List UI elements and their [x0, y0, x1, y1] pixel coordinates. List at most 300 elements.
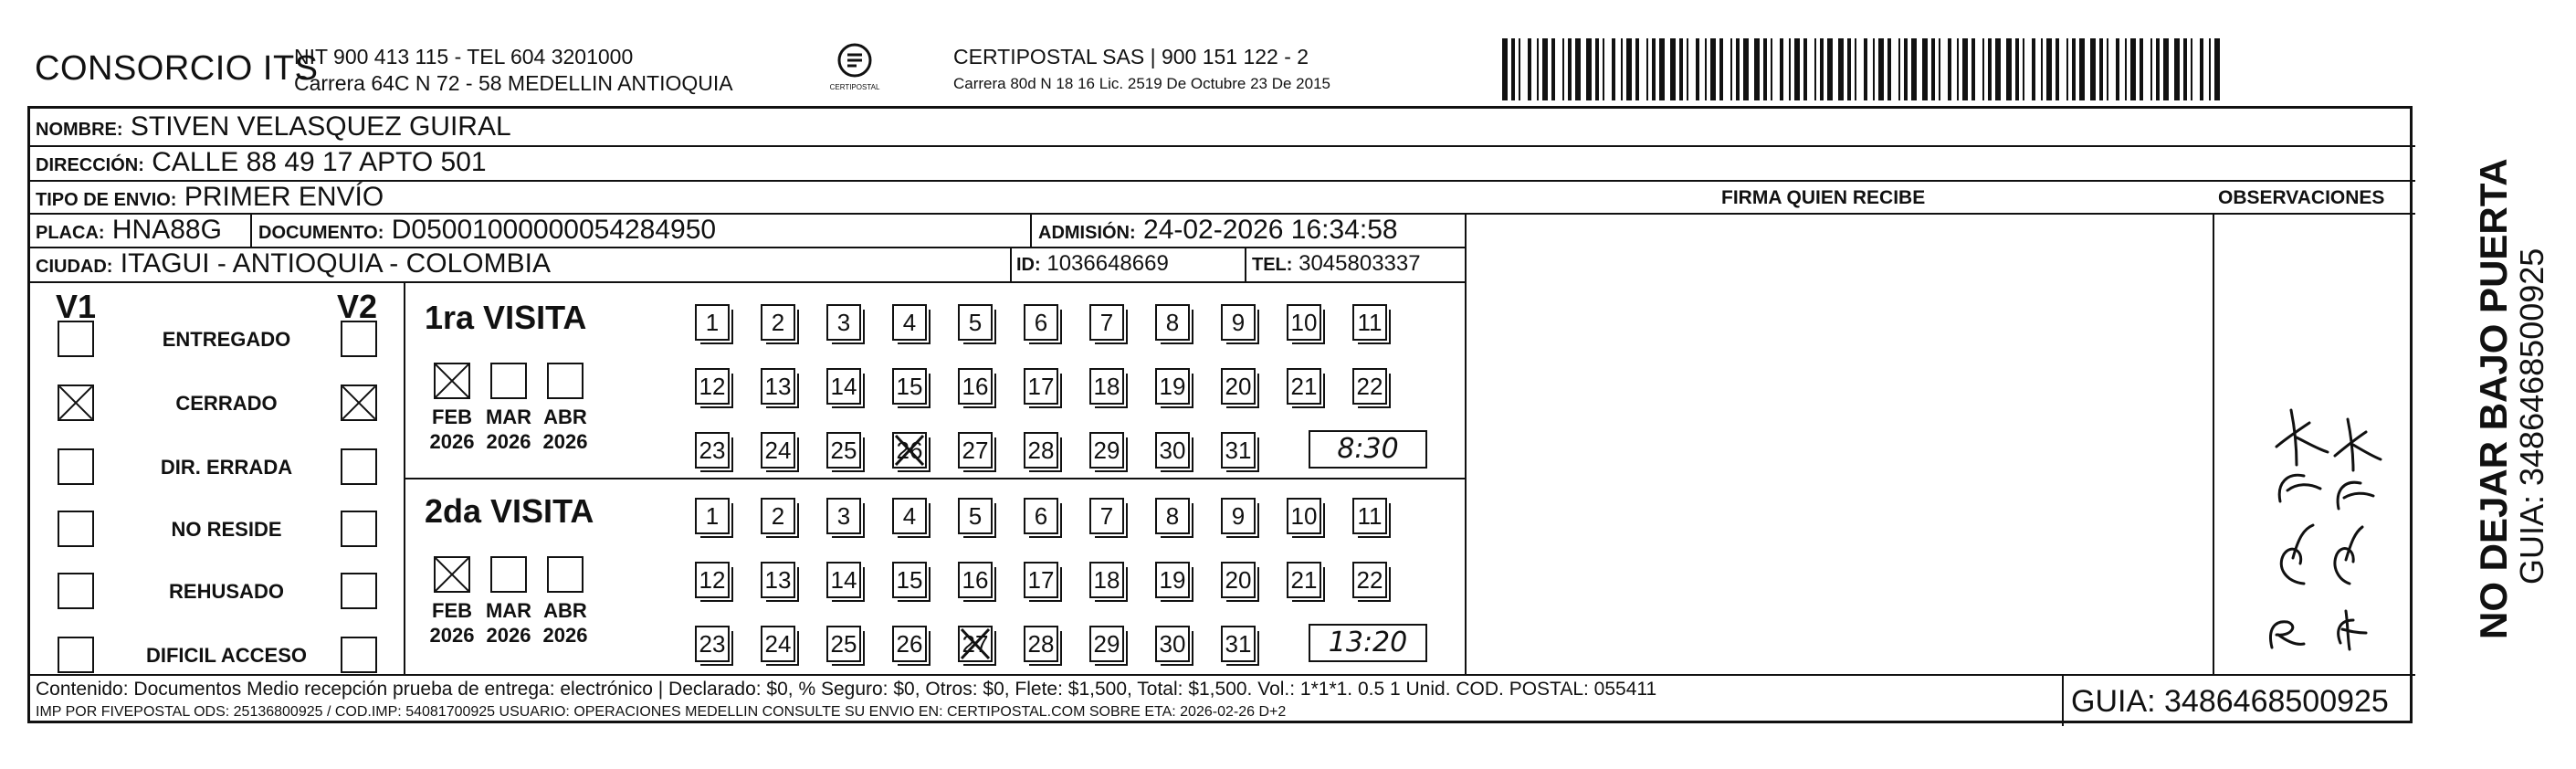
barcode-bar	[1820, 38, 1824, 100]
visit1-month-label	[481, 405, 536, 454]
month-name: FEB	[432, 599, 472, 622]
day-number: 4	[902, 309, 917, 336]
barcode-bar	[2090, 38, 2096, 100]
v1-header: V1	[56, 288, 97, 325]
certipostal-logo-icon	[827, 40, 882, 93]
no-dejar-bajo-puerta: NO DEJAR BAJO PUERTA	[2472, 158, 2515, 639]
barcode-bar	[1911, 38, 1917, 100]
barcode-bar	[2156, 38, 2160, 100]
company-info	[294, 44, 733, 97]
barcode-bar	[2130, 38, 2136, 100]
visit1-day-12[interactable]	[695, 368, 730, 405]
barcode-bar	[2056, 38, 2059, 100]
status-label: DIFICIL ACCESO	[145, 644, 307, 667]
v2-checkbox-2[interactable]	[341, 384, 377, 421]
day-number: 30	[1159, 630, 1186, 658]
barcode-bar	[1898, 38, 1900, 100]
barcode-bar	[1537, 38, 1539, 100]
barcode-bar	[1827, 38, 1833, 100]
col-divider	[2213, 213, 2214, 674]
visit1-day-30[interactable]	[1155, 432, 1190, 469]
day-number: 6	[1034, 309, 1048, 336]
row-divider	[30, 180, 2415, 182]
day-number: 23	[699, 437, 726, 464]
barcode-bar	[2125, 38, 2127, 100]
status-divider	[404, 281, 405, 674]
visit2-day-7[interactable]	[1089, 498, 1124, 534]
visit2-day-27[interactable]	[958, 626, 993, 662]
barcode-bar	[1670, 38, 1676, 100]
barcode-bar	[1803, 38, 1807, 100]
day-number: 22	[1356, 373, 1383, 400]
visit1-month-checkbox-mar[interactable]	[490, 363, 527, 399]
v2-checkbox-1[interactable]	[341, 321, 377, 357]
day-number: 31	[1225, 630, 1252, 658]
visit2-day-25[interactable]	[826, 626, 861, 662]
visit2-month-checkbox-feb[interactable]	[434, 556, 470, 593]
day-number: 16	[962, 566, 989, 594]
status-label: DIR. ERRADA	[160, 456, 293, 479]
barcode-bar	[1586, 38, 1592, 100]
visit1-day-18[interactable]	[1089, 368, 1124, 405]
barcode-bar	[1568, 38, 1572, 100]
firma-header: FIRMA QUIEN RECIBE	[1721, 187, 1926, 208]
barcode-bar	[2041, 38, 2043, 100]
footer-contenido: Contenido: Documentos Medio recepción prueba de entrega: electrónico | Declarado: $0, % Seguro: $0, Otros: $0, Flete: $1,500, Total: $1,500. Vol.: 1*1*1. 0.5 1 Unid. COD. POSTAL: 055411	[36, 679, 1657, 700]
barcode-bar	[1878, 38, 1884, 100]
placa-cell	[36, 215, 222, 246]
tipo-row	[36, 182, 384, 213]
visit2-day-8[interactable]	[1155, 498, 1190, 534]
tel-value: 3045803337	[1299, 251, 1421, 276]
documento-cell	[258, 215, 716, 246]
barcode-bar	[2150, 38, 2152, 100]
barcode-bar	[2191, 38, 2192, 100]
barcode-bar	[2006, 38, 2012, 100]
day-number: 21	[1290, 566, 1318, 594]
day-number: 27	[962, 630, 989, 658]
barcode-bar	[1887, 38, 1891, 100]
barcode-bar	[1621, 38, 1623, 100]
v1-checkbox-4[interactable]	[58, 511, 94, 547]
barcode-bar	[1743, 38, 1749, 100]
tipo-label: TIPO DE ENVIO:	[36, 190, 177, 210]
barcode-bar	[1931, 38, 1935, 100]
barcode-bar	[2209, 38, 2211, 100]
day-number: 30	[1159, 437, 1186, 464]
barcode-bar	[2163, 38, 2169, 100]
month-year: 2026	[429, 430, 475, 453]
month-year: 2026	[542, 430, 588, 453]
certipostal-info	[953, 44, 1330, 97]
admision-label: ADMISIÓN:	[1038, 223, 1136, 243]
visit1-day-4[interactable]	[892, 304, 927, 341]
barcode-bar	[1646, 38, 1648, 100]
visit2-month-label	[538, 598, 593, 648]
day-number: 26	[896, 630, 923, 658]
visit2-day-20[interactable]	[1221, 562, 1256, 598]
visit1-day-1[interactable]	[695, 304, 730, 341]
barcode-bar	[2140, 38, 2143, 100]
day-number: 11	[1357, 502, 1383, 530]
visit2-day-19[interactable]	[1155, 562, 1190, 598]
day-number: 3	[836, 502, 851, 530]
month-year: 2026	[486, 624, 531, 647]
visit-divider	[404, 478, 1465, 479]
day-number: 25	[830, 630, 857, 658]
barcode-bar	[1754, 38, 1760, 100]
barcode-bar	[2079, 38, 2085, 100]
month-name: MAR	[485, 599, 532, 622]
visit1-day-22[interactable]	[1352, 368, 1387, 405]
barcode-bar	[1957, 38, 1959, 100]
barcode-bar	[1736, 38, 1740, 100]
visit1-day-23[interactable]	[695, 432, 730, 469]
barcode-bar	[1679, 38, 1683, 100]
status-label: REHUSADO	[169, 580, 284, 603]
month-year: 2026	[429, 624, 475, 647]
day-number: 6	[1034, 502, 1048, 530]
v1-checkbox-2[interactable]	[58, 384, 94, 421]
month-year: 2026	[486, 430, 531, 453]
v1-checkbox-1[interactable]	[58, 321, 94, 357]
visit1-day-20[interactable]	[1221, 368, 1256, 405]
barcode-bar	[1659, 38, 1665, 100]
day-number: 25	[830, 437, 857, 464]
visit1-day-2[interactable]	[761, 304, 795, 341]
visit1-day-17[interactable]	[1024, 368, 1058, 405]
day-number: 17	[1027, 373, 1055, 400]
day-number: 26	[896, 437, 923, 464]
day-number: 20	[1225, 566, 1252, 594]
footer-guia: GUIA: 3486468500925	[2071, 684, 2389, 719]
day-number: 10	[1290, 502, 1318, 530]
visit1-day-10[interactable]	[1287, 304, 1321, 341]
day-number: 13	[764, 566, 792, 594]
visit1-day-26[interactable]	[892, 432, 927, 469]
barcode-bar	[1575, 38, 1581, 100]
barcode-bar	[1705, 38, 1707, 100]
placa-label: PLACA:	[36, 223, 105, 243]
barcode-bar	[1904, 38, 1908, 100]
cell-divider	[1010, 247, 1012, 281]
barcode-bar	[1502, 38, 1508, 100]
day-number: 13	[764, 373, 792, 400]
ciudad-label: CIUDAD:	[36, 257, 113, 277]
visit2-day-16[interactable]	[958, 562, 993, 598]
footer-guia-divider	[2062, 674, 2064, 726]
visit1-month-checkbox-feb[interactable]	[434, 363, 470, 399]
day-number: 19	[1159, 373, 1186, 400]
visit2-day-11[interactable]	[1352, 498, 1387, 534]
barcode-bar	[1710, 38, 1716, 100]
visit2-day-30[interactable]	[1155, 626, 1190, 662]
placa-value: HNA88G	[111, 215, 222, 245]
visit1-day-19[interactable]	[1155, 368, 1190, 405]
handwritten-signatures	[2240, 355, 2386, 657]
day-number: 11	[1357, 309, 1383, 336]
visit2-day-12[interactable]	[695, 562, 730, 598]
cell-divider	[1030, 213, 1032, 247]
barcode-bar	[1696, 38, 1699, 100]
visit1-time: 8:30	[1309, 430, 1427, 469]
direccion-row	[36, 147, 487, 178]
barcode-bar	[2174, 38, 2180, 100]
barcode-bar	[2099, 38, 2103, 100]
day-number: 2	[771, 502, 785, 530]
company-nit: NIT 900 413 115 - TEL 604 3201000	[294, 45, 634, 68]
side-guia: GUIA: 3486468500925	[2513, 248, 2550, 585]
visit2-day-22[interactable]	[1352, 562, 1387, 598]
month-name: ABR	[543, 406, 587, 428]
visit2-month-label	[425, 598, 479, 648]
barcode-bar	[2214, 38, 2220, 100]
day-number: 5	[968, 309, 983, 336]
barcode-bar	[2200, 38, 2203, 100]
visit1-day-28[interactable]	[1024, 432, 1058, 469]
day-number: 17	[1027, 566, 1055, 594]
footer-impresion: IMP POR FIVEPOSTAL ODS: 25136800925 / COD.IMP: 54081700925 USUARIO: OPERACIONES MEDELLIN CONSULTE SU ENVIO EN: CERTIPOSTAL.COM SOBRE ETA: 2026-02-26 D+2	[36, 704, 1287, 720]
v2-checkbox-3[interactable]	[341, 448, 377, 485]
visit1-day-3[interactable]	[826, 304, 861, 341]
barcode-bar	[1780, 38, 1783, 100]
certipostal-line1: CERTIPOSTAL SAS | 900 151 122 - 2	[953, 45, 1309, 68]
status-label: ENTREGADO	[162, 328, 291, 351]
documento-value: D05001000000054284950	[391, 215, 717, 245]
visit2-day-5[interactable]	[958, 498, 993, 534]
barcode-bar	[1789, 38, 1791, 100]
barcode-bar	[1771, 38, 1772, 100]
logo-caption: CERTIPOSTAL	[829, 83, 880, 91]
cell-divider	[250, 213, 252, 247]
day-number: 16	[962, 373, 989, 400]
day-number: 22	[1356, 566, 1383, 594]
barcode-bar	[2032, 38, 2035, 100]
visit1-day-25[interactable]	[826, 432, 861, 469]
day-number: 4	[902, 502, 917, 530]
barcode-bar	[2046, 38, 2052, 100]
visit2-day-4[interactable]	[892, 498, 927, 534]
visit1-day-15[interactable]	[892, 368, 927, 405]
day-number: 2	[771, 309, 785, 336]
day-cross-mark	[892, 432, 927, 469]
v1-checkbox-6[interactable]	[58, 637, 94, 673]
admision-cell	[1038, 215, 1398, 246]
barcode-bar	[1687, 38, 1688, 100]
visit2-month-label	[481, 598, 536, 648]
visit2-day-18[interactable]	[1089, 562, 1124, 598]
v2-checkbox-6[interactable]	[341, 637, 377, 673]
barcode-bar	[1511, 38, 1515, 100]
certipostal-logo	[827, 40, 882, 93]
day-number: 20	[1225, 373, 1252, 400]
visit1-day-27[interactable]	[958, 432, 993, 469]
direccion-label: DIRECCIÓN:	[36, 155, 144, 175]
day-number: 15	[896, 373, 923, 400]
id-cell	[1016, 251, 1169, 277]
barcode-bar	[1612, 38, 1615, 100]
barcode-bar	[2116, 38, 2119, 100]
day-number: 5	[968, 502, 983, 530]
visit2-day-28[interactable]	[1024, 626, 1058, 662]
day-number: 1	[705, 502, 720, 530]
barcode-bar	[1635, 38, 1639, 100]
day-number: 21	[1290, 373, 1318, 400]
month-name: FEB	[432, 406, 472, 428]
barcode	[1502, 38, 2228, 100]
day-number: 14	[830, 566, 857, 594]
barcode-bar	[1542, 38, 1548, 100]
visit1-day-13[interactable]	[761, 368, 795, 405]
status-label: CERRADO	[175, 392, 278, 415]
ciudad-cell	[36, 248, 551, 279]
tipo-value: PRIMER ENVÍO	[184, 182, 384, 212]
v2-checkbox-5[interactable]	[341, 573, 377, 609]
barcode-bar	[1939, 38, 1940, 100]
day-number: 12	[699, 373, 726, 400]
tel-label: TEL:	[1252, 255, 1293, 275]
admision-value: 24-02-2026 16:34:58	[1143, 215, 1398, 245]
barcode-bar	[1551, 38, 1555, 100]
day-number: 8	[1165, 502, 1180, 530]
barcode-bar	[2023, 38, 2024, 100]
visit2-day-17[interactable]	[1024, 562, 1058, 598]
visit2-month-checkbox-abr[interactable]	[547, 556, 584, 593]
visit2-title: 2da VISITA	[425, 492, 594, 530]
v2-header: V2	[337, 288, 378, 325]
visit2-day-13[interactable]	[761, 562, 795, 598]
visit1-day-29[interactable]	[1089, 432, 1124, 469]
day-number: 10	[1290, 309, 1318, 336]
nombre-row	[36, 111, 511, 142]
barcode-bar	[1562, 38, 1564, 100]
barcode-bar	[2183, 38, 2187, 100]
visit2-day-24[interactable]	[761, 626, 795, 662]
shipping-form	[27, 106, 2413, 723]
visit2-day-2[interactable]	[761, 498, 795, 534]
barcode-bar	[1988, 38, 1992, 100]
visit1-day-21[interactable]	[1287, 368, 1321, 405]
barcode-bar	[1730, 38, 1732, 100]
day-number: 24	[764, 630, 792, 658]
ciudad-value: ITAGUI - ANTIOQUIA - COLOMBIA	[120, 248, 551, 279]
visit2-day-21[interactable]	[1287, 562, 1321, 598]
visit2-month-checkbox-mar[interactable]	[490, 556, 527, 593]
barcode-bar	[1855, 38, 1856, 100]
row-divider	[2213, 213, 2412, 215]
day-number: 24	[764, 437, 792, 464]
barcode-bar	[1652, 38, 1656, 100]
visit2-day-29[interactable]	[1089, 626, 1124, 662]
visit1-month-checkbox-abr[interactable]	[547, 363, 584, 399]
col-divider	[1465, 213, 1467, 674]
v1-checkbox-3[interactable]	[58, 448, 94, 485]
visit2-day-9[interactable]	[1221, 498, 1256, 534]
visit2-day-23[interactable]	[695, 626, 730, 662]
company-address: Carrera 64C N 72 - 58 MEDELLIN ANTIOQUIA	[294, 71, 733, 95]
day-number: 12	[699, 566, 726, 594]
visit1-day-16[interactable]	[958, 368, 993, 405]
v2-checkbox-4[interactable]	[341, 511, 377, 547]
documento-label: DOCUMENTO:	[258, 223, 384, 243]
barcode-bar	[1595, 38, 1599, 100]
visit1-day-7[interactable]	[1089, 304, 1124, 341]
visit1-day-6[interactable]	[1024, 304, 1058, 341]
row-divider	[30, 281, 1465, 283]
barcode-bar	[2066, 38, 2068, 100]
row-divider	[1465, 213, 2213, 215]
direccion-value: CALLE 88 49 17 APTO 501	[152, 147, 487, 177]
day-cross-mark	[958, 626, 993, 662]
visit2-day-31[interactable]	[1221, 626, 1256, 662]
visit2-day-26[interactable]	[892, 626, 927, 662]
status-label: NO RESIDE	[171, 518, 282, 541]
barcode-bar	[1519, 38, 1520, 100]
visit2-day-1[interactable]	[695, 498, 730, 534]
observaciones-header: OBSERVACIONES	[2218, 187, 2385, 208]
month-name: MAR	[485, 406, 532, 428]
company-name: CONSORCIO ITS	[35, 49, 319, 88]
day-number: 9	[1231, 309, 1246, 336]
visit1-day-14[interactable]	[826, 368, 861, 405]
day-number: 15	[896, 566, 923, 594]
visit2-day-3[interactable]	[826, 498, 861, 534]
v1-checkbox-5[interactable]	[58, 573, 94, 609]
visit1-day-5[interactable]	[958, 304, 993, 341]
visit2-day-6[interactable]	[1024, 498, 1058, 534]
visit1-month-label	[538, 405, 593, 454]
id-label: ID:	[1016, 255, 1041, 275]
cell-divider	[1245, 247, 1246, 281]
barcode-bar	[1873, 38, 1875, 100]
visit1-month-label	[425, 405, 479, 454]
day-number: 29	[1093, 630, 1120, 658]
barcode-bar	[1838, 38, 1844, 100]
barcode-bar	[1971, 38, 1975, 100]
visit1-day-11[interactable]	[1352, 304, 1387, 341]
barcode-bar	[1948, 38, 1951, 100]
barcode-bar	[2107, 38, 2108, 100]
visit2-day-14[interactable]	[826, 562, 861, 598]
day-number: 18	[1093, 566, 1120, 594]
month-year: 2026	[542, 624, 588, 647]
visit2-day-10[interactable]	[1287, 498, 1321, 534]
barcode-graphic	[1502, 38, 2228, 100]
visit2-day-15[interactable]	[892, 562, 927, 598]
visit1-day-31[interactable]	[1221, 432, 1256, 469]
barcode-bar	[1794, 38, 1800, 100]
barcode-bar	[1626, 38, 1632, 100]
barcode-bar	[1962, 38, 1968, 100]
barcode-bar	[2015, 38, 2019, 100]
day-number: 1	[705, 309, 720, 336]
day-number: 8	[1165, 309, 1180, 336]
day-number: 3	[836, 309, 851, 336]
barcode-bar	[1922, 38, 1928, 100]
barcode-bar	[1528, 38, 1531, 100]
visit1-day-8[interactable]	[1155, 304, 1190, 341]
visit1-day-24[interactable]	[761, 432, 795, 469]
day-number: 31	[1225, 437, 1252, 464]
visit1-day-9[interactable]	[1221, 304, 1256, 341]
tel-cell	[1252, 251, 1421, 277]
col-divider	[2410, 109, 2412, 674]
day-number: 9	[1231, 502, 1246, 530]
nombre-value: STIVEN VELASQUEZ GUIRAL	[130, 111, 511, 142]
barcode-bar	[1864, 38, 1867, 100]
barcode-bar	[1603, 38, 1604, 100]
day-number: 18	[1093, 373, 1120, 400]
